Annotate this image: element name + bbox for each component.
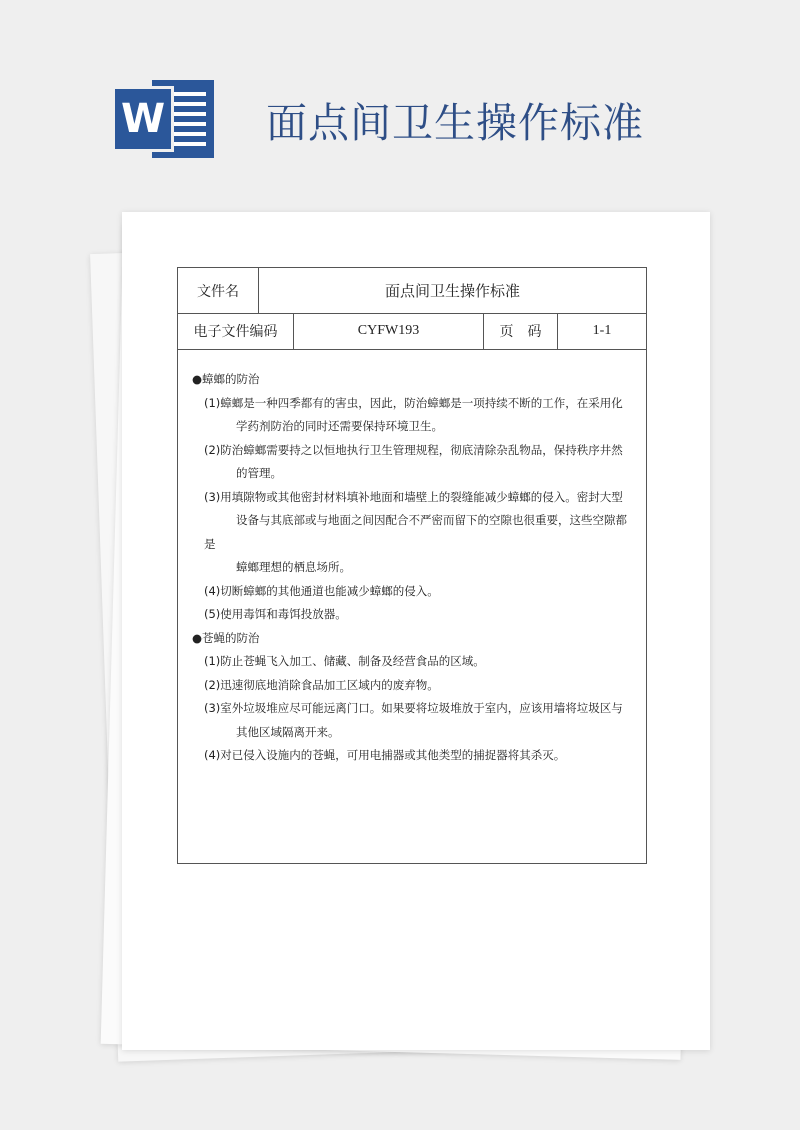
list-item-continuation: 设备与其底部或与地面之间因配合不严密而留下的空隙也很重要，这些空隙都是: [204, 513, 627, 551]
file-name-value: 面点间卫生操作标准: [384, 282, 520, 300]
list-item-continuation: 蟑螂理想的栖息场所。: [236, 560, 351, 574]
file-name-label: 文件名: [197, 283, 239, 300]
table-row-code: [178, 313, 646, 350]
section-title: ●苍蝇的防治: [192, 630, 260, 645]
list-item-continuation: 的管理。: [236, 466, 282, 480]
document-body: [192, 368, 632, 768]
list-item: (2)迅速彻底地消除食品加工区域内的废弃物。: [204, 677, 439, 692]
list-item-continuation: 其他区域隔离开来。: [236, 724, 340, 739]
document-table: [177, 267, 647, 864]
word-icon: [112, 80, 214, 158]
list-item: (4)对已侵入设施内的苍蝇，可用电捕器或其他类型的捕捉器将其杀灭。: [204, 748, 566, 762]
list-item: (5)使用毒饵和毒饵投放器。: [204, 607, 347, 621]
list-item: (3)室外垃圾堆应尽可能远离门口。如果要将垃圾堆放于室内，应该用墙将垃圾区与: [204, 701, 623, 715]
list-item: (2)防治蟑螂需要持之以恒地执行卫生管理规程，彻底清除杂乱物品，保持秩序井然: [204, 442, 623, 457]
code-label: 电子文件编码: [193, 324, 278, 340]
list-item: (4)切断蟑螂的其他通道也能减少蟑螂的侵入。: [204, 583, 439, 598]
list-item: (3)用填隙物或其他密封材料填补地面和墙壁上的裂缝能减少蟑螂的侵入。密封大型: [204, 489, 623, 504]
page-title: 面点间卫生操作标准: [266, 99, 644, 147]
list-item-continuation: 学药剂防治的同时还需要保持环境卫生。: [236, 419, 443, 433]
page-value: 1-1: [592, 323, 612, 338]
page-label: 页 码: [499, 324, 542, 340]
code-value: CYFW193: [357, 323, 420, 338]
table-row-title: [178, 268, 646, 314]
section-title: ●蟑螂的防治: [192, 372, 260, 386]
list-item: (1)蟑螂是一种四季都有的害虫，因此，防治蟑螂是一项持续不断的工作，在采用化: [204, 395, 623, 410]
list-item: (1)防止苍蝇飞入加工、储藏、制备及经营食品的区域。: [204, 654, 485, 668]
word-letter-badge: W: [112, 86, 174, 152]
